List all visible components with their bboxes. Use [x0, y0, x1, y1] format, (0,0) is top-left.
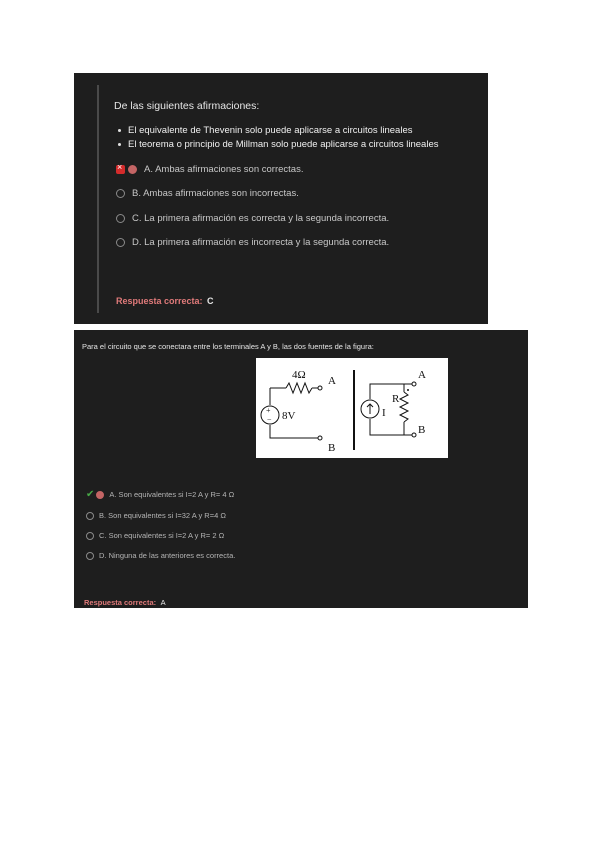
q1-correct-answer	[116, 291, 214, 309]
question-2-intro: Para el circuito que se conectara entre los terminales A y B, las dos fuentes de la figura:	[82, 342, 374, 351]
terminal-a-left-label: A	[328, 375, 336, 387]
radio-icon[interactable]	[116, 214, 125, 223]
statement-2: El teorema o principio de Millman solo puede aplicarse a circuitos lineales	[118, 139, 439, 150]
q2-option-d-label: D. Ninguna de las anteriores es correcta.	[99, 551, 236, 560]
q2-option-c[interactable]	[86, 531, 224, 540]
circuit-diagram	[256, 358, 448, 458]
terminal-a-left-icon	[318, 386, 322, 390]
question-2-panel	[74, 330, 528, 608]
svg-text:+: +	[266, 406, 271, 415]
check-icon: ✔	[86, 488, 95, 500]
radio-icon[interactable]	[86, 532, 94, 540]
q2-option-b-label: B. Son equivalentes si I=32 A y R=4 Ω	[99, 511, 226, 520]
q1-option-d[interactable]	[116, 237, 389, 248]
resistor-4ohm-icon	[286, 383, 312, 393]
circuit-figure	[256, 358, 448, 458]
q2-correct-answer	[84, 592, 166, 610]
voltage-source-label: 8V	[282, 410, 296, 422]
statement-1: El equivalente de Thevenin solo puede aplicarse a circuitos lineales	[118, 125, 412, 136]
left-wire-bottom	[270, 425, 318, 438]
question-1-intro: De las siguientes afirmaciones:	[114, 100, 260, 112]
terminal-a-right-icon	[412, 382, 416, 386]
bullet-icon	[118, 129, 121, 132]
terminal-b-left-icon	[318, 436, 322, 440]
answer-value: C	[207, 296, 214, 306]
resistor-r-icon	[400, 392, 408, 422]
q1-option-c[interactable]	[116, 213, 389, 224]
terminal-b-right-label: B	[418, 424, 426, 436]
answer-value: A	[160, 598, 166, 607]
q1-option-c-label: C. La primera afirmación es correcta y la segunda incorrecta.	[132, 213, 390, 224]
right-wire-top	[370, 384, 412, 399]
svg-text:−: −	[267, 415, 272, 424]
q1-option-a[interactable]	[116, 164, 303, 175]
current-source-label: I	[382, 407, 386, 419]
terminal-b-left-label: B	[328, 442, 336, 454]
bullet-icon	[118, 143, 121, 146]
resistor-4ohm-label: 4Ω	[292, 369, 306, 381]
q2-option-a[interactable]	[86, 490, 234, 499]
terminal-b-right-icon	[412, 433, 416, 437]
q1-option-b[interactable]	[116, 188, 299, 199]
answer-label: Respuesta correcta:	[116, 296, 203, 306]
q1-option-d-label: D. La primera afirmación es incorrecta y la segunda correcta.	[132, 237, 390, 248]
resistor-r-label: R	[392, 393, 400, 405]
radio-icon[interactable]	[116, 189, 125, 198]
radio-selected-icon[interactable]	[96, 491, 104, 499]
q1-option-a-label: A. Ambas afirmaciones son correctas.	[144, 164, 304, 175]
radio-icon[interactable]	[86, 512, 94, 520]
q2-option-a-label: A. Son equivalentes si I=2 A y R= 4 Ω	[109, 490, 235, 499]
q2-option-c-label: C. Son equivalentes si I=2 A y R= 2 Ω	[99, 531, 225, 540]
q1-option-b-label: B. Ambas afirmaciones son incorrectas.	[132, 188, 299, 199]
q2-option-d[interactable]	[86, 551, 235, 560]
incorrect-mark-icon	[116, 165, 125, 174]
answer-label: Respuesta correcta:	[84, 598, 157, 607]
q2-option-b[interactable]	[86, 511, 226, 520]
polarity-dot-icon	[407, 389, 409, 391]
right-wire-bottom	[370, 419, 412, 435]
question-1-panel	[74, 73, 488, 324]
radio-icon[interactable]	[86, 552, 94, 560]
radio-selected-icon[interactable]	[128, 165, 137, 174]
radio-icon[interactable]	[116, 238, 125, 247]
question-1-left-rule	[97, 85, 99, 313]
terminal-a-right-label: A	[418, 369, 426, 381]
